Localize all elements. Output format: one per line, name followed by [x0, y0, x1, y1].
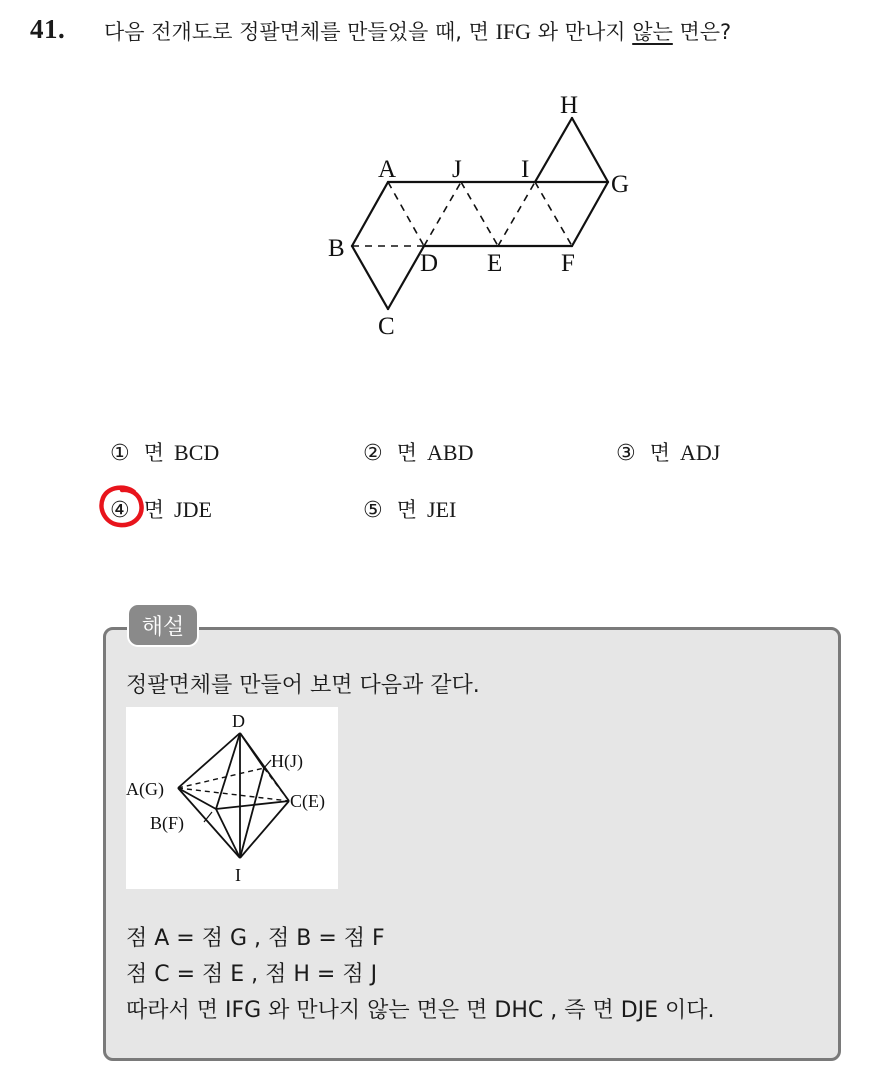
answer-circle-stroke: [102, 488, 142, 525]
net-edge-HG: [572, 118, 608, 182]
choice-2-label: ABD: [427, 440, 474, 465]
net-label-G: G: [611, 171, 630, 198]
net-label-B: B: [328, 235, 345, 262]
oct-edge-I-B: [216, 809, 240, 858]
oct-edge-I-A: [178, 788, 240, 858]
oct-hidden-A-H: [178, 768, 264, 788]
solution-line-2: 점 C = 점 E , 점 H = 점 J: [126, 962, 378, 987]
net-label-F: F: [561, 250, 575, 277]
choice-3-prefix: 면: [649, 441, 671, 465]
choice-5-prefix: 면: [396, 498, 418, 522]
oct-label-pointer-H: [264, 760, 271, 768]
solution-line-1: 점 A = 점 G , 점 B = 점 F: [126, 926, 385, 951]
net-fold-IF: [535, 182, 572, 246]
solution-intro: 정팔면체를 만들어 보면 다음과 같다.: [126, 673, 480, 698]
choice-1[interactable]: [110, 437, 219, 467]
oct-label-right: C(E): [290, 791, 325, 811]
question-text-part1: 다음 전개도로 정팔면체를 만들었을 때, 면: [104, 20, 496, 44]
question-number: 41.: [30, 14, 66, 44]
net-edge-FG: [572, 182, 608, 246]
net-label-C: C: [378, 313, 395, 340]
net-label-H: H: [560, 92, 579, 119]
net-edge-BC: [352, 246, 388, 309]
oct-label-left-lower: B(F): [150, 813, 185, 833]
question-text-part3: 면은?: [672, 20, 732, 44]
choice-1-number: ①: [110, 441, 130, 466]
net-edge-BA: [352, 182, 388, 246]
net-label-I: I: [521, 156, 530, 183]
solution-tag: 해설: [127, 603, 199, 647]
choice-5[interactable]: [363, 494, 456, 524]
question-text-part2: 와 만나지: [531, 20, 633, 44]
choice-2[interactable]: [363, 437, 473, 467]
question-text: [104, 16, 731, 46]
choice-4-label: JDE: [174, 497, 212, 522]
choice-1-label: BCD: [174, 440, 220, 465]
net-label-D: D: [420, 250, 439, 277]
question-underlined-word: 않는: [632, 20, 673, 44]
oct-label-bottom: I: [235, 865, 241, 885]
oct-label-left: A(G): [126, 779, 164, 799]
oct-label-right-upper: H(J): [271, 751, 303, 771]
choice-2-number: ②: [363, 441, 383, 466]
net-fold-DJ: [424, 182, 461, 246]
solution-line-3: 따라서 면 IFG 와 만나지 않는 면은 면 DHC , 즉 면 DJE 이다.: [126, 998, 715, 1023]
net-fold-JE: [461, 182, 498, 246]
net-label-A: A: [378, 156, 397, 183]
oct-edge-D-H: [240, 733, 264, 768]
oct-label-top: D: [232, 711, 245, 731]
choice-4-number: ④: [110, 498, 130, 523]
choice-4-prefix: 면: [143, 498, 165, 522]
octahedron-figure: [126, 707, 338, 889]
choice-3-label: ADJ: [680, 440, 721, 465]
oct-edge-A-B: [178, 788, 216, 809]
choice-3-number: ③: [616, 441, 636, 466]
choice-1-prefix: 면: [143, 441, 165, 465]
net-fold-AD: [388, 182, 424, 246]
octahedron-net-diagram: [318, 86, 648, 346]
choice-5-label: JEI: [427, 497, 457, 522]
oct-hidden-A-C: [178, 788, 289, 801]
oct-label-pointer-B: [204, 812, 212, 822]
net-fold-EI: [498, 182, 535, 246]
choice-3[interactable]: [616, 437, 720, 467]
choice-5-number: ⑤: [363, 498, 383, 523]
net-label-J: J: [452, 156, 462, 183]
net-label-E: E: [487, 250, 503, 277]
choice-2-prefix: 면: [396, 441, 418, 465]
net-edge-CD: [388, 246, 424, 309]
net-edge-IH: [535, 118, 572, 182]
answer-circle-mark: [98, 484, 150, 530]
solution-figure: [126, 707, 338, 889]
question-face-label: IFG: [495, 19, 532, 44]
